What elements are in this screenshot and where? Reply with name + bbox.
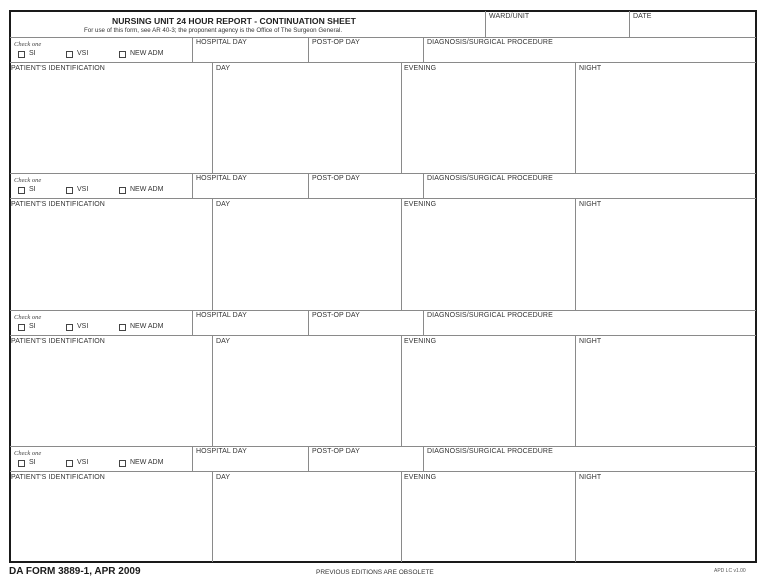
post-op-day-label: POST-OP DAY xyxy=(312,312,360,319)
day-notes-field[interactable] xyxy=(213,198,401,310)
hospital-day-label: HOSPITAL DAY xyxy=(196,175,247,182)
form-title: NURSING UNIT 24 HOUR REPORT - CONTINUATION SHEET xyxy=(112,16,356,26)
new-adm-checkbox[interactable] xyxy=(119,324,126,331)
obsolete-notice: PREVIOUS EDITIONS ARE OBSOLETE xyxy=(316,569,434,576)
si-label: SI xyxy=(29,50,36,57)
diagnosis-field[interactable] xyxy=(424,446,756,471)
night-notes-field[interactable] xyxy=(576,335,756,446)
patient-id-field[interactable] xyxy=(10,62,212,173)
si-checkbox[interactable] xyxy=(18,51,25,58)
evening-notes-field[interactable] xyxy=(402,335,575,446)
diagnosis-field[interactable] xyxy=(424,173,756,198)
patient-id-label: PATIENT'S IDENTIFICATION xyxy=(11,201,105,208)
si-label: SI xyxy=(29,186,36,193)
vsi-label: VSI xyxy=(77,186,89,193)
check-one-label: Check one xyxy=(14,450,42,457)
evening-label: EVENING xyxy=(404,338,437,345)
patient-id-label: PATIENT'S IDENTIFICATION xyxy=(11,65,105,72)
version-label: APD LC v1.00 xyxy=(714,568,746,574)
check-one-group xyxy=(10,446,192,471)
post-op-day-label: POST-OP DAY xyxy=(312,448,360,455)
si-checkbox[interactable] xyxy=(18,460,25,467)
night-label: NIGHT xyxy=(579,201,602,208)
evening-label: EVENING xyxy=(404,474,437,481)
patient-id-label: PATIENT'S IDENTIFICATION xyxy=(11,338,105,345)
evening-label: EVENING xyxy=(404,201,437,208)
post-op-day-label: POST-OP DAY xyxy=(312,175,360,182)
diagnosis-field[interactable] xyxy=(424,310,756,335)
ward-unit-label: WARD/UNIT xyxy=(489,13,530,20)
day-label: DAY xyxy=(216,338,231,345)
hospital-day-field[interactable] xyxy=(193,446,308,471)
vsi-checkbox[interactable] xyxy=(66,51,73,58)
night-notes-field[interactable] xyxy=(576,471,756,562)
post-op-day-field[interactable] xyxy=(309,446,423,471)
new-adm-checkbox[interactable] xyxy=(119,460,126,467)
night-label: NIGHT xyxy=(579,474,602,481)
post-op-day-field[interactable] xyxy=(309,310,423,335)
vsi-label: VSI xyxy=(77,459,89,466)
hospital-day-field[interactable] xyxy=(193,310,308,335)
day-notes-field[interactable] xyxy=(213,335,401,446)
date-label: DATE xyxy=(633,13,652,20)
patient-id-label: PATIENT'S IDENTIFICATION xyxy=(11,474,105,481)
vsi-checkbox[interactable] xyxy=(66,460,73,467)
vsi-label: VSI xyxy=(77,323,89,330)
new-adm-checkbox[interactable] xyxy=(119,51,126,58)
day-label: DAY xyxy=(216,474,231,481)
new-adm-label: NEW ADM xyxy=(130,459,164,466)
night-label: NIGHT xyxy=(579,65,602,72)
night-label: NIGHT xyxy=(579,338,602,345)
hospital-day-field[interactable] xyxy=(193,173,308,198)
new-adm-label: NEW ADM xyxy=(130,186,164,193)
patient-id-field[interactable] xyxy=(10,471,212,562)
patient-id-field[interactable] xyxy=(10,198,212,310)
check-one-label: Check one xyxy=(14,314,42,321)
si-label: SI xyxy=(29,459,36,466)
evening-label: EVENING xyxy=(404,65,437,72)
si-checkbox[interactable] xyxy=(18,324,25,331)
ward-unit-field[interactable] xyxy=(486,11,629,37)
form-number: DA FORM 3889-1, APR 2009 xyxy=(9,566,141,577)
new-adm-label: NEW ADM xyxy=(130,50,164,57)
vsi-checkbox[interactable] xyxy=(66,324,73,331)
evening-notes-field[interactable] xyxy=(402,62,575,173)
si-label: SI xyxy=(29,323,36,330)
check-one-group xyxy=(10,173,192,198)
check-one-label: Check one xyxy=(14,177,42,184)
hospital-day-field[interactable] xyxy=(193,37,308,62)
hospital-day-label: HOSPITAL DAY xyxy=(196,39,247,46)
day-notes-field[interactable] xyxy=(213,471,401,562)
diagnosis-label: DIAGNOSIS/SURGICAL PROCEDURE xyxy=(427,175,553,182)
evening-notes-field[interactable] xyxy=(402,198,575,310)
hospital-day-label: HOSPITAL DAY xyxy=(196,312,247,319)
vsi-label: VSI xyxy=(77,50,89,57)
check-one-label: Check one xyxy=(14,41,42,48)
date-field[interactable] xyxy=(630,11,756,37)
evening-notes-field[interactable] xyxy=(402,471,575,562)
new-adm-label: NEW ADM xyxy=(130,323,164,330)
vsi-checkbox[interactable] xyxy=(66,187,73,194)
new-adm-checkbox[interactable] xyxy=(119,187,126,194)
form-subtitle: For use of this form, see AR 40-3; the proponent agency is the Office of The Surgeon General. xyxy=(84,27,343,34)
post-op-day-label: POST-OP DAY xyxy=(312,39,360,46)
check-one-group xyxy=(10,37,192,62)
si-checkbox[interactable] xyxy=(18,187,25,194)
post-op-day-field[interactable] xyxy=(309,37,423,62)
day-notes-field[interactable] xyxy=(213,62,401,173)
post-op-day-field[interactable] xyxy=(309,173,423,198)
diagnosis-label: DIAGNOSIS/SURGICAL PROCEDURE xyxy=(427,39,553,46)
diagnosis-field[interactable] xyxy=(424,37,756,62)
day-label: DAY xyxy=(216,201,231,208)
hospital-day-label: HOSPITAL DAY xyxy=(196,448,247,455)
night-notes-field[interactable] xyxy=(576,62,756,173)
night-notes-field[interactable] xyxy=(576,198,756,310)
patient-id-field[interactable] xyxy=(10,335,212,446)
day-label: DAY xyxy=(216,65,231,72)
diagnosis-label: DIAGNOSIS/SURGICAL PROCEDURE xyxy=(427,312,553,319)
check-one-group xyxy=(10,310,192,335)
diagnosis-label: DIAGNOSIS/SURGICAL PROCEDURE xyxy=(427,448,553,455)
